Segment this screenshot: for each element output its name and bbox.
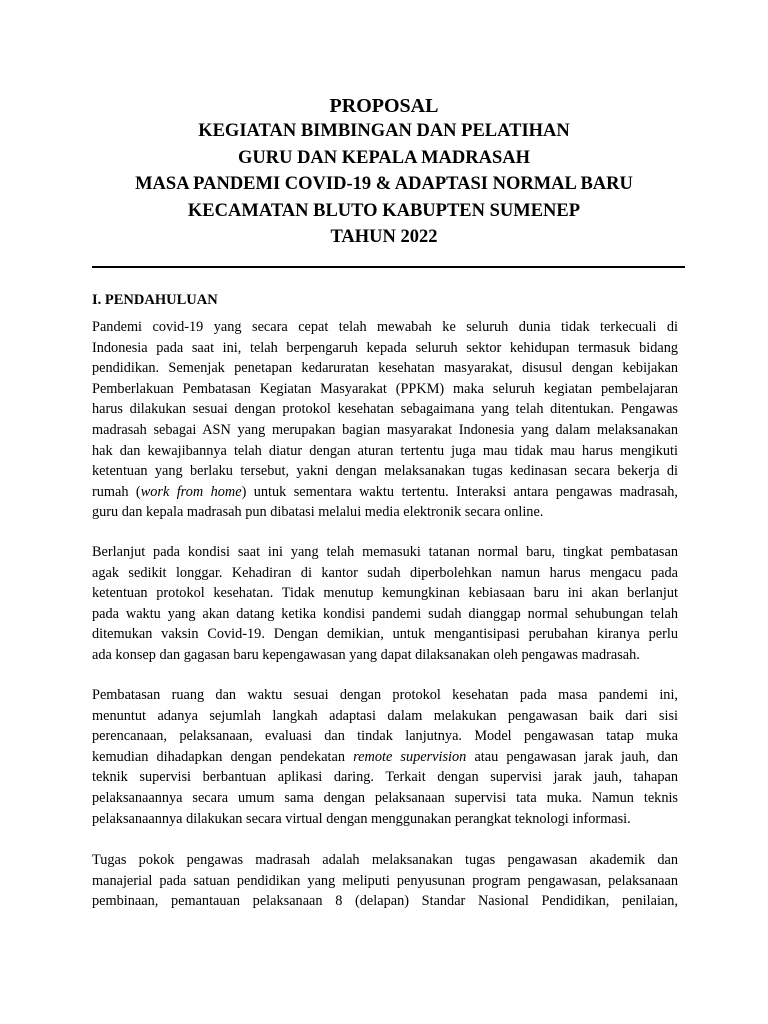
italic-phrase: work from home — [140, 483, 242, 500]
paragraph-line: pendidikan. Semenjak penetapan kedaruratan kesehatan masyarakat, disusul dengan kebijakan — [92, 360, 678, 377]
section-heading: I. PENDAHULUAN — [92, 292, 218, 308]
paragraph-line: guru dan kepala madrasah pun dibatasi melalui media elektronik secara online. — [92, 504, 544, 521]
paragraph-line: harus dilakukan sesuai dengan protokol kesehatan sebagaimana yang telah ditentukan. Pengawas — [92, 401, 678, 418]
subtitle-line: GURU DAN KEPALA MADRASAH — [237, 147, 531, 168]
subtitle-line: KECAMATAN BLUTO KABUPTEN SUMENEP — [187, 200, 581, 221]
paragraph-line: Tugas pokok pengawas madrasah adalah melaksanakan tugas pengawasan akademik dan — [92, 852, 678, 868]
paragraph-line: perencanaan, pelaksanaan, evaluasi dan tindak lanjutnya. Model pengawasan tatap muka — [92, 728, 678, 745]
paragraph-line: ketentuan protokol kesehatan. Tidak menutup kemungkinan kebiasaan baru ini akan berlanjut — [92, 585, 678, 602]
title-block — [0, 94, 768, 251]
italic-phrase: remote supervision — [353, 748, 467, 765]
paragraph-line: teknik supervisi berbantuan aplikasi daring. Terkait dengan supervisi jarak jauh, tahapan — [92, 769, 678, 786]
paragraph-line: pada waktu yang akan datang ketika kondisi pandemi sudah dianggap normal sehubungan telah — [92, 605, 678, 622]
paragraph-line: Pandemi covid-19 yang secara cepat telah mewabah ke seluruh dunia tidak terkecuali di — [92, 319, 678, 335]
subtitle-line: TAHUN 2022 — [330, 227, 438, 247]
title-divider — [92, 266, 685, 268]
paragraph-line: rumah (work from home) untuk sementara waktu tertentu. Interaksi antara pengawas madrasah, — [92, 483, 678, 500]
paragraph-line: ada konsep dan gagasan baru kepengawasan yang dapat dilaksanakan oleh pengawas madrasah. — [92, 646, 640, 663]
paragraph-line: Berlanjut pada kondisi saat ini yang telah memasuki tatanan normal baru, tingkat pembatasan — [92, 544, 678, 560]
paragraph-line: kemudian dihadapkan dengan pendekatan remote supervision atau pengawasan jarak jauh, dan — [92, 748, 678, 765]
paragraph-line: ketentuan yang berlaku tersebut, yakni dengan melaksanakan tugas kedinasan secara bekerja di — [92, 463, 678, 480]
paragraph-line: Pemberlakuan Pembatasan Kegiatan Masyarakat (PPKM) maka seluruh kegiatan pembelajaran — [92, 380, 678, 397]
paragraph-line: pelaksanaannya secara umum sama dengan pelaksanaan supervisi tata muka. Namun teknis — [92, 789, 678, 806]
paragraph-line: Indonesia pada saat ini, telah berpengaruh kepada seluruh sektor kehidupan termasuk bidang — [92, 339, 678, 356]
paragraph-line: pelaksanaannya dilakukan secara virtual dengan menggunakan perangkat teknologi informasi. — [92, 810, 631, 827]
paragraph-line: manajerial pada satuan pendidikan yang meliputi penyusunan program pengawasan, pelaksanaan — [92, 872, 678, 889]
paragraph-3 — [92, 685, 678, 829]
subtitle-line: MASA PANDEMI COVID-19 & ADAPTASI NORMAL BARU — [135, 174, 633, 194]
paragraph-line: madrasah sebagai ASN yang merupakan bagian masyarakat Indonesia yang dalam melaksanakan — [92, 421, 678, 438]
paragraph-2 — [92, 542, 678, 666]
paragraph-line: menuntut adanya sejumlah langkah adaptasi dalam melakukan pengawasan baik dari sisi — [92, 707, 678, 724]
paragraph-1 — [92, 317, 678, 523]
paragraph-line: Pembatasan ruang dan waktu sesuai dengan protokol kesehatan pada masa pandemi ini, — [92, 687, 678, 703]
paragraph-line: agak sedikit longgar. Kehadiran di kantor sudah diperbolehkan namun harus mengacu pada — [92, 564, 678, 581]
paragraph-line: ditemukan vaksin Covid-19. Dengan demikian, untuk mengantisipasi perubahan kiranya perlu — [92, 626, 678, 643]
paragraph-line: hak dan kewajibannya telah diatur dengan aturan tertentu juga mau tidak mau harus mengikuti — [92, 442, 678, 459]
subtitle-line: KEGIATAN BIMBINGAN DAN PELATIHAN — [198, 121, 570, 141]
paragraph-line: pembinaan, pemantauan pelaksanaan 8 (delapan) Standar Nasional Pendidikan, penilaian, — [92, 893, 678, 910]
document-title: PROPOSAL — [329, 95, 439, 117]
paragraph-4 — [92, 850, 678, 912]
